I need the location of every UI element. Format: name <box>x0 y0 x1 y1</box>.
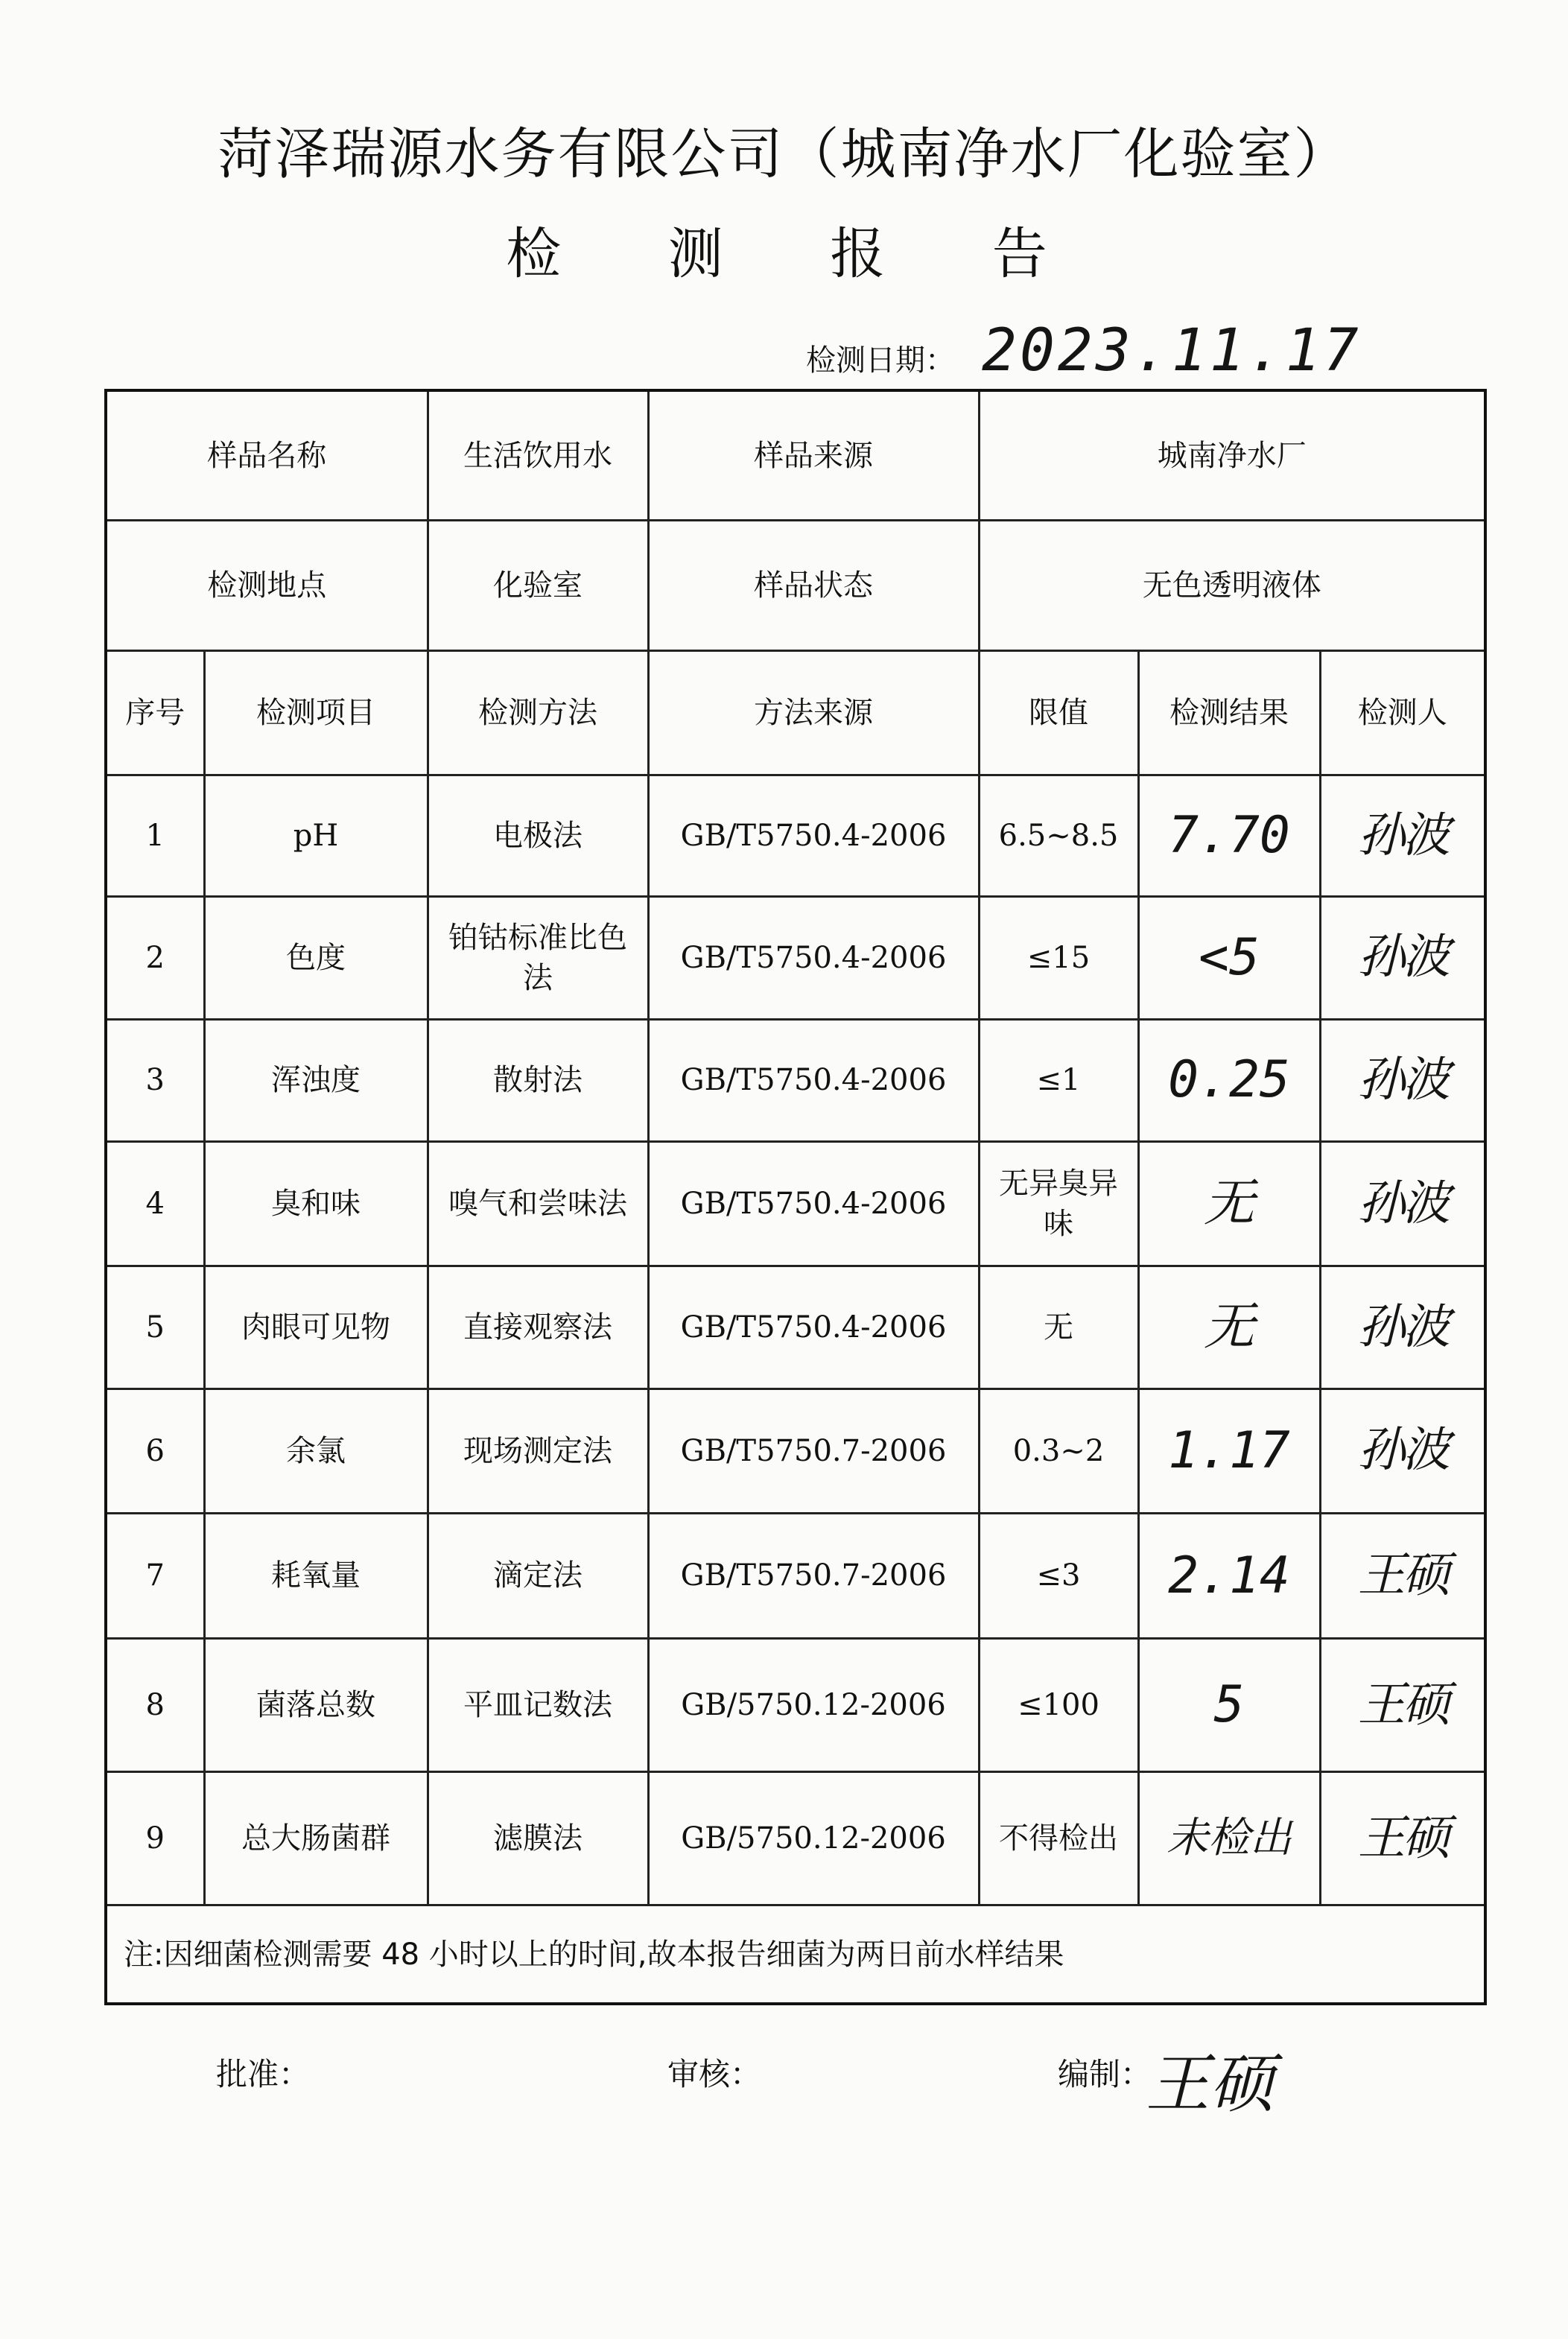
row-standard: GB/5750.12-2006 <box>648 1772 979 1905</box>
row-limit: 0.3~2 <box>979 1389 1138 1513</box>
column-header-row <box>106 651 1485 775</box>
row-method: 散射法 <box>428 1019 648 1142</box>
row-standard: GB/T5750.4-2006 <box>648 775 979 897</box>
info-row-2 <box>106 521 1485 651</box>
report-table <box>104 389 1487 2005</box>
note-text: 注:因细菌检测需要 48 小时以上的时间,故本报告细菌为两日前水样结果 <box>106 1905 1485 2004</box>
row-no: 5 <box>106 1266 204 1389</box>
row-no: 6 <box>106 1389 204 1513</box>
row-standard: GB/T5750.4-2006 <box>648 1266 979 1389</box>
row-standard: GB/T5750.7-2006 <box>648 1389 979 1513</box>
result-handwritten: 5 <box>1213 1675 1245 1735</box>
row-item: 余氯 <box>204 1389 428 1513</box>
row-limit: ≤3 <box>979 1513 1138 1639</box>
row-method: 平皿记数法 <box>428 1639 648 1772</box>
row-standard: GB/T5750.4-2006 <box>648 1019 979 1142</box>
table-row <box>106 1639 1485 1772</box>
col-header-method: 检测方法 <box>428 651 648 775</box>
table-row <box>106 1389 1485 1513</box>
test-site-label: 检测地点 <box>106 521 428 651</box>
row-method: 嗅气和尝味法 <box>428 1142 648 1266</box>
row-no: 1 <box>106 775 204 897</box>
row-standard: GB/T5750.4-2006 <box>648 1142 979 1266</box>
approve-label: 批准： <box>216 2056 311 2092</box>
tester-handwritten: 孙波 <box>1357 1175 1447 1231</box>
table-row <box>106 896 1485 1019</box>
row-tester <box>1320 896 1485 1019</box>
row-result <box>1138 896 1320 1019</box>
row-item: 耗氧量 <box>204 1513 428 1639</box>
col-header-tester: 检测人 <box>1320 651 1485 775</box>
tester-handwritten: 王硕 <box>1357 1548 1447 1604</box>
row-no: 3 <box>106 1019 204 1142</box>
row-item: 臭和味 <box>204 1142 428 1266</box>
table-row <box>106 1513 1485 1639</box>
col-header-no: 序号 <box>106 651 204 775</box>
tester-handwritten: 孙波 <box>1357 1423 1447 1479</box>
table-row <box>106 775 1485 897</box>
result-handwritten: <5 <box>1199 927 1260 987</box>
tester-handwritten: 孙波 <box>1357 930 1447 986</box>
row-item: 色度 <box>204 896 428 1019</box>
tester-handwritten: 王硕 <box>1357 1811 1447 1867</box>
result-handwritten: 7.70 <box>1168 806 1290 866</box>
row-method: 电极法 <box>428 775 648 897</box>
row-no: 4 <box>106 1142 204 1266</box>
row-result <box>1138 1772 1320 1905</box>
row-method: 直接观察法 <box>428 1266 648 1389</box>
review-label: 审核： <box>667 2056 762 2092</box>
info-row-1 <box>106 390 1485 521</box>
row-method: 现场测定法 <box>428 1389 648 1513</box>
row-tester <box>1320 1639 1485 1772</box>
row-limit: 无 <box>979 1266 1138 1389</box>
row-limit: 无异臭异味 <box>979 1142 1138 1266</box>
row-no: 2 <box>106 896 204 1019</box>
row-result <box>1138 1019 1320 1142</box>
row-limit: ≤100 <box>979 1639 1138 1772</box>
tester-handwritten: 孙波 <box>1357 1053 1447 1108</box>
test-site-value: 化验室 <box>428 521 648 651</box>
tester-handwritten: 孙波 <box>1357 807 1447 863</box>
table-row <box>106 1019 1485 1142</box>
row-limit: ≤15 <box>979 896 1138 1019</box>
table-row <box>106 1142 1485 1266</box>
row-tester <box>1320 775 1485 897</box>
sample-name-value: 生活饮用水 <box>428 390 648 521</box>
row-no: 7 <box>106 1513 204 1639</box>
result-handwritten: 无 <box>1203 1174 1254 1234</box>
row-standard: GB/T5750.7-2006 <box>648 1513 979 1639</box>
col-header-item: 检测项目 <box>204 651 428 775</box>
row-item: 肉眼可见物 <box>204 1266 428 1389</box>
row-method: 铂钴标准比色法 <box>428 896 648 1019</box>
result-handwritten: 无 <box>1203 1297 1254 1356</box>
col-header-standard: 方法来源 <box>648 651 979 775</box>
result-handwritten: 1.17 <box>1168 1421 1290 1480</box>
row-tester <box>1320 1513 1485 1639</box>
result-handwritten: 0.25 <box>1168 1050 1290 1110</box>
row-limit: 不得检出 <box>979 1772 1138 1905</box>
row-result <box>1138 1389 1320 1513</box>
row-standard: GB/T5750.4-2006 <box>648 896 979 1019</box>
row-item: 菌落总数 <box>204 1639 428 1772</box>
row-tester <box>1320 1019 1485 1142</box>
row-limit: 6.5~8.5 <box>979 775 1138 897</box>
row-result <box>1138 775 1320 897</box>
row-tester <box>1320 1772 1485 1905</box>
row-result <box>1138 1266 1320 1389</box>
date-label: 检测日期： <box>806 343 955 378</box>
compile-signature: 王硕 <box>1146 2047 1274 2121</box>
compile-label: 编制： <box>1058 2056 1152 2092</box>
row-tester <box>1320 1142 1485 1266</box>
report-title: 检 测 报 告 <box>506 222 1092 286</box>
row-tester <box>1320 1266 1485 1389</box>
row-item: pH <box>204 775 428 897</box>
note-row <box>106 1905 1485 2004</box>
sample-name-label: 样品名称 <box>106 390 428 521</box>
sample-source-label: 样品来源 <box>648 390 979 521</box>
row-item: 总大肠菌群 <box>204 1772 428 1905</box>
row-no: 8 <box>106 1639 204 1772</box>
row-result <box>1138 1513 1320 1639</box>
tester-handwritten: 孙波 <box>1357 1299 1447 1355</box>
row-item: 浑浊度 <box>204 1019 428 1142</box>
table-row <box>106 1772 1485 1905</box>
sample-state-value: 无色透明液体 <box>979 521 1485 651</box>
tester-handwritten: 王硕 <box>1357 1678 1447 1733</box>
date-value-handwritten: 2023.11.17 <box>982 317 1362 384</box>
sample-state-label: 样品状态 <box>648 521 979 651</box>
row-no: 9 <box>106 1772 204 1905</box>
row-result <box>1138 1142 1320 1266</box>
row-standard: GB/5750.12-2006 <box>648 1639 979 1772</box>
company-title: 菏泽瑞源水务有限公司（城南净水厂化验室） <box>218 122 1350 186</box>
result-handwritten: 2.14 <box>1168 1546 1290 1605</box>
row-method: 滴定法 <box>428 1513 648 1639</box>
table-row <box>106 1266 1485 1389</box>
row-result <box>1138 1639 1320 1772</box>
sample-source-value: 城南净水厂 <box>979 390 1485 521</box>
col-header-limit: 限值 <box>979 651 1138 775</box>
row-limit: ≤1 <box>979 1019 1138 1142</box>
row-tester <box>1320 1389 1485 1513</box>
col-header-result: 检测结果 <box>1138 651 1320 775</box>
result-handwritten: 未检出 <box>1167 1814 1292 1863</box>
row-method: 滤膜法 <box>428 1772 648 1905</box>
